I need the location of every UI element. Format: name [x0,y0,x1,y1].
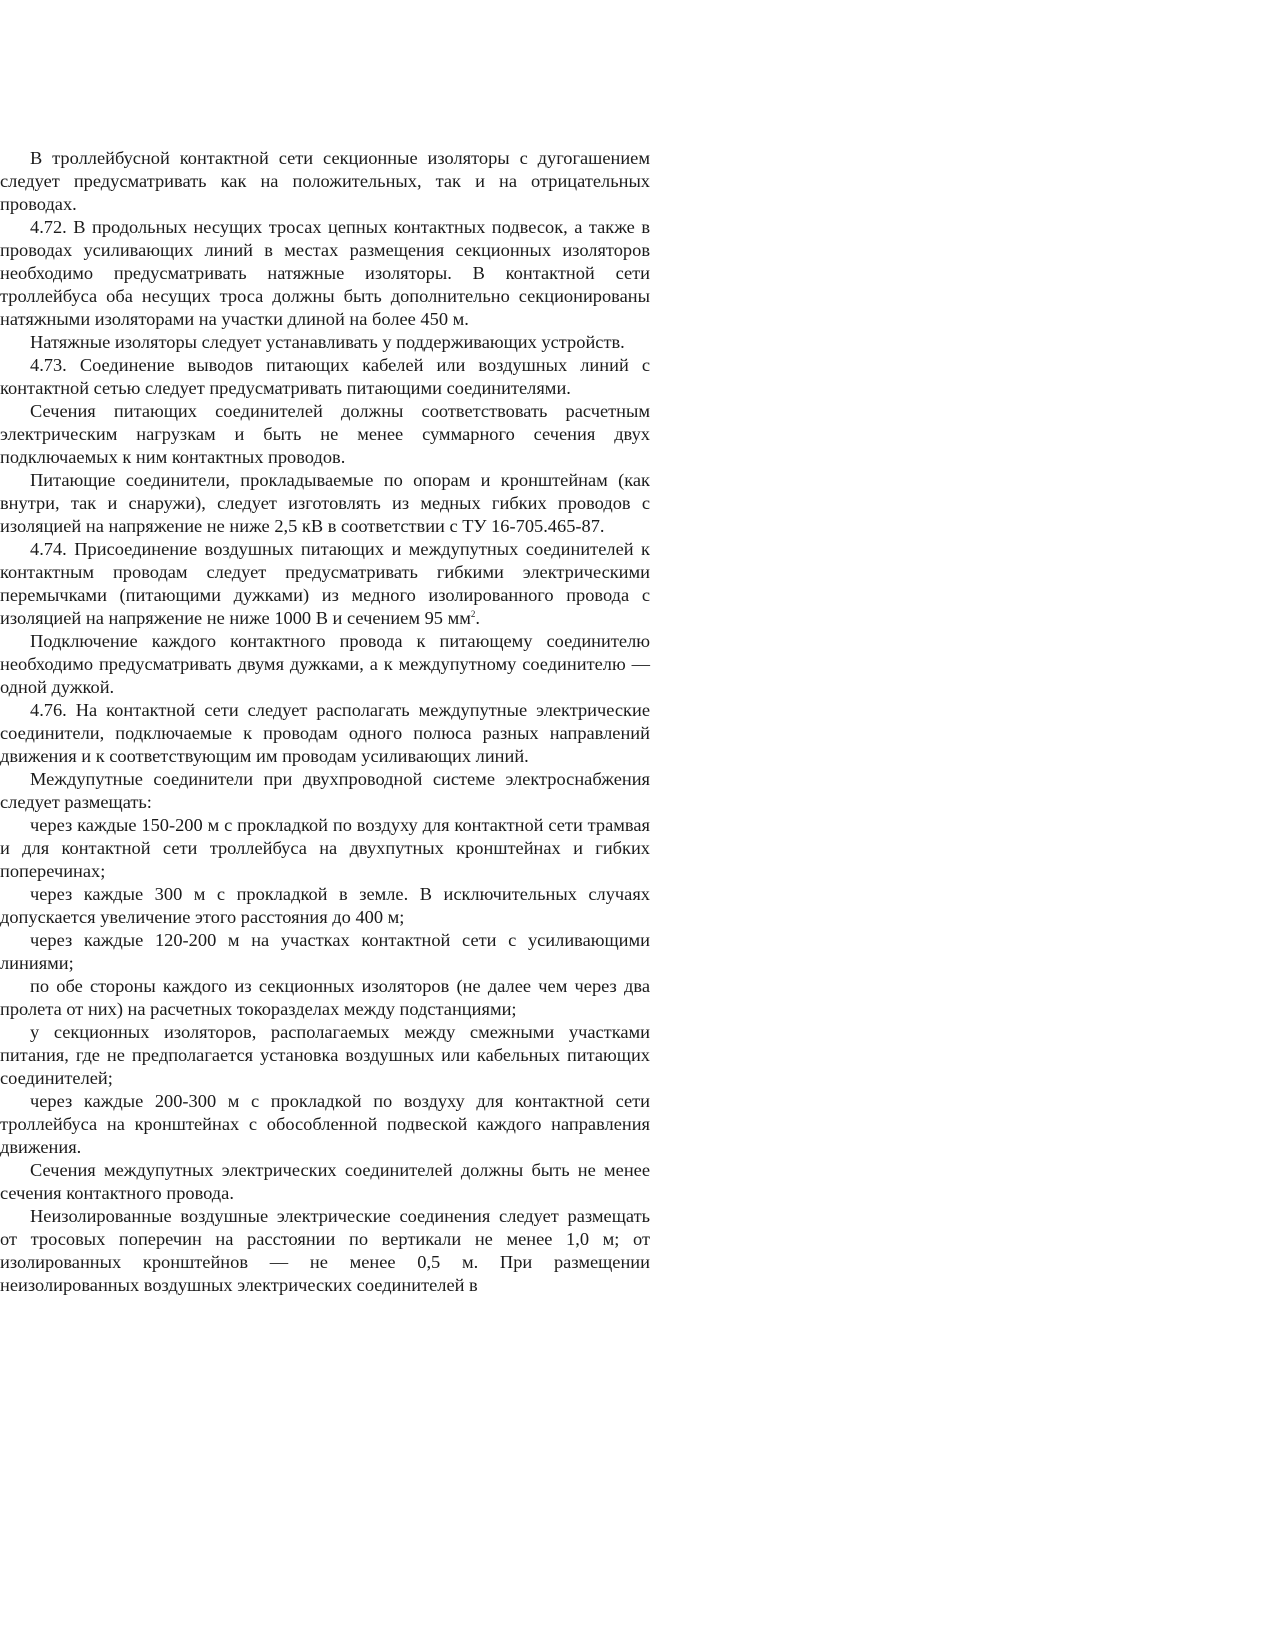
paragraph-placement-intro: Междупутные соединители при двухпроводной системе электроснабжения следует размещать: [0,769,650,812]
list-item-150-200m: через каждые 150-200 м с прокладкой по воздуху для контактной сети трамвая и для контактной сети троллейбуса на двухпутных кронштейнах и гибких поперечинах; [0,815,650,881]
paragraph-4-73: 4.73. Соединение выводов питающих кабелей или воздушных линий с контактной сетью следует предусматривать питающими соединителями. [0,355,650,398]
paragraph-4-74-text: 4.74. Присоединение воздушных питающих и междупутных соединителей к контактным проводам следует предусматривать гибкими электрическими перемычками (питающими дужками) из медного изолированного провода с изоляцией на напряжение не ниже 1000 В и сечением 95 мм [0,539,650,628]
document-body [0,147,650,1297]
paragraph-feeder-cross-sections: Сечения питающих соединителей должны соответствовать расчетным электрическим нагрузкам и быть не менее суммарного сечения двух подключаемых к ним контактных проводов. [0,401,650,467]
list-item-200-300m: через каждые 200-300 м с прокладкой по воздуху для контактной сети троллейбуса на кронштейнах с обособленной подвеской каждого направления движения. [0,1091,650,1157]
list-item-sectioning-sides: по обе стороны каждого из секционных изоляторов (не далее чем через два пролета от них) на расчетных токоразделах между подстанциями; [0,976,650,1019]
list-item-adjacent-sections: у секционных изоляторов, располагаемых между смежными участками питания, где не предполагается установка воздушных или кабельных питающих соединителей; [0,1022,650,1088]
paragraph-4-76: 4.76. На контактной сети следует располагать междупутные электрические соединители, подключаемые к проводам одного полюса разных направлений движения и к соответствующим им проводам усиливающих линий. [0,700,650,766]
list-item-120-200m: через каждые 120-200 м на участках контактной сети с усиливающими линиями; [0,930,650,973]
paragraph-connector-sections: Сечения междупутных электрических соединителей должны быть не менее сечения контактного провода. [0,1160,650,1203]
paragraph-4-72: 4.72. В продольных несущих тросах цепных контактных подвесок, а также в проводах усиливающих линий в местах размещения секционных изоляторов необходимо предусматривать натяжные изоляторы. В контактной сети троллейбуса оба несущих троса должны быть дополнительно секционированы натяжными изоляторами на участки длиной на более 450 м. [0,217,650,329]
paragraph-4-74 [0,538,650,630]
paragraph-uninsulated-connections: Неизолированные воздушные электрические соединения следует размещать от тросовых поперечин на расстоянии по вертикали не менее 1,0 м; от изолированных кронштейнов — не менее 0,5 м. При размещении неизолированных воздушных электрических соединителей в [0,1206,650,1295]
paragraph-tension-insulators: Натяжные изоляторы следует устанавливать у поддерживающих устройств. [30,332,625,352]
paragraph-connection-jumpers: Подключение каждого контактного провода к питающему соединителю необходимо предусматривать двумя дужками, а к междупутному соединителю — одной дужкой. [0,631,650,697]
superscript-squared: 2 [470,609,476,619]
paragraph-4-74-end: . [475,608,480,628]
paragraph-sectioning-insulators: В троллейбусной контактной сети секционные изоляторы с дугогашением следует предусматривать как на положительных, так и на отрицательных проводах. [0,148,650,214]
paragraph-feeder-materials: Питающие соединители, прокладываемые по опорам и кронштейнам (как внутри, так и снаружи), следует изготовлять из медных гибких проводов с изоляцией на напряжение не ниже 2,5 кВ в соответствии с ТУ 16-705.465-87. [0,470,650,536]
list-item-300m: через каждые 300 м с прокладкой в земле. В исключительных случаях допускается увеличение этого расстояния до 400 м; [0,884,650,927]
